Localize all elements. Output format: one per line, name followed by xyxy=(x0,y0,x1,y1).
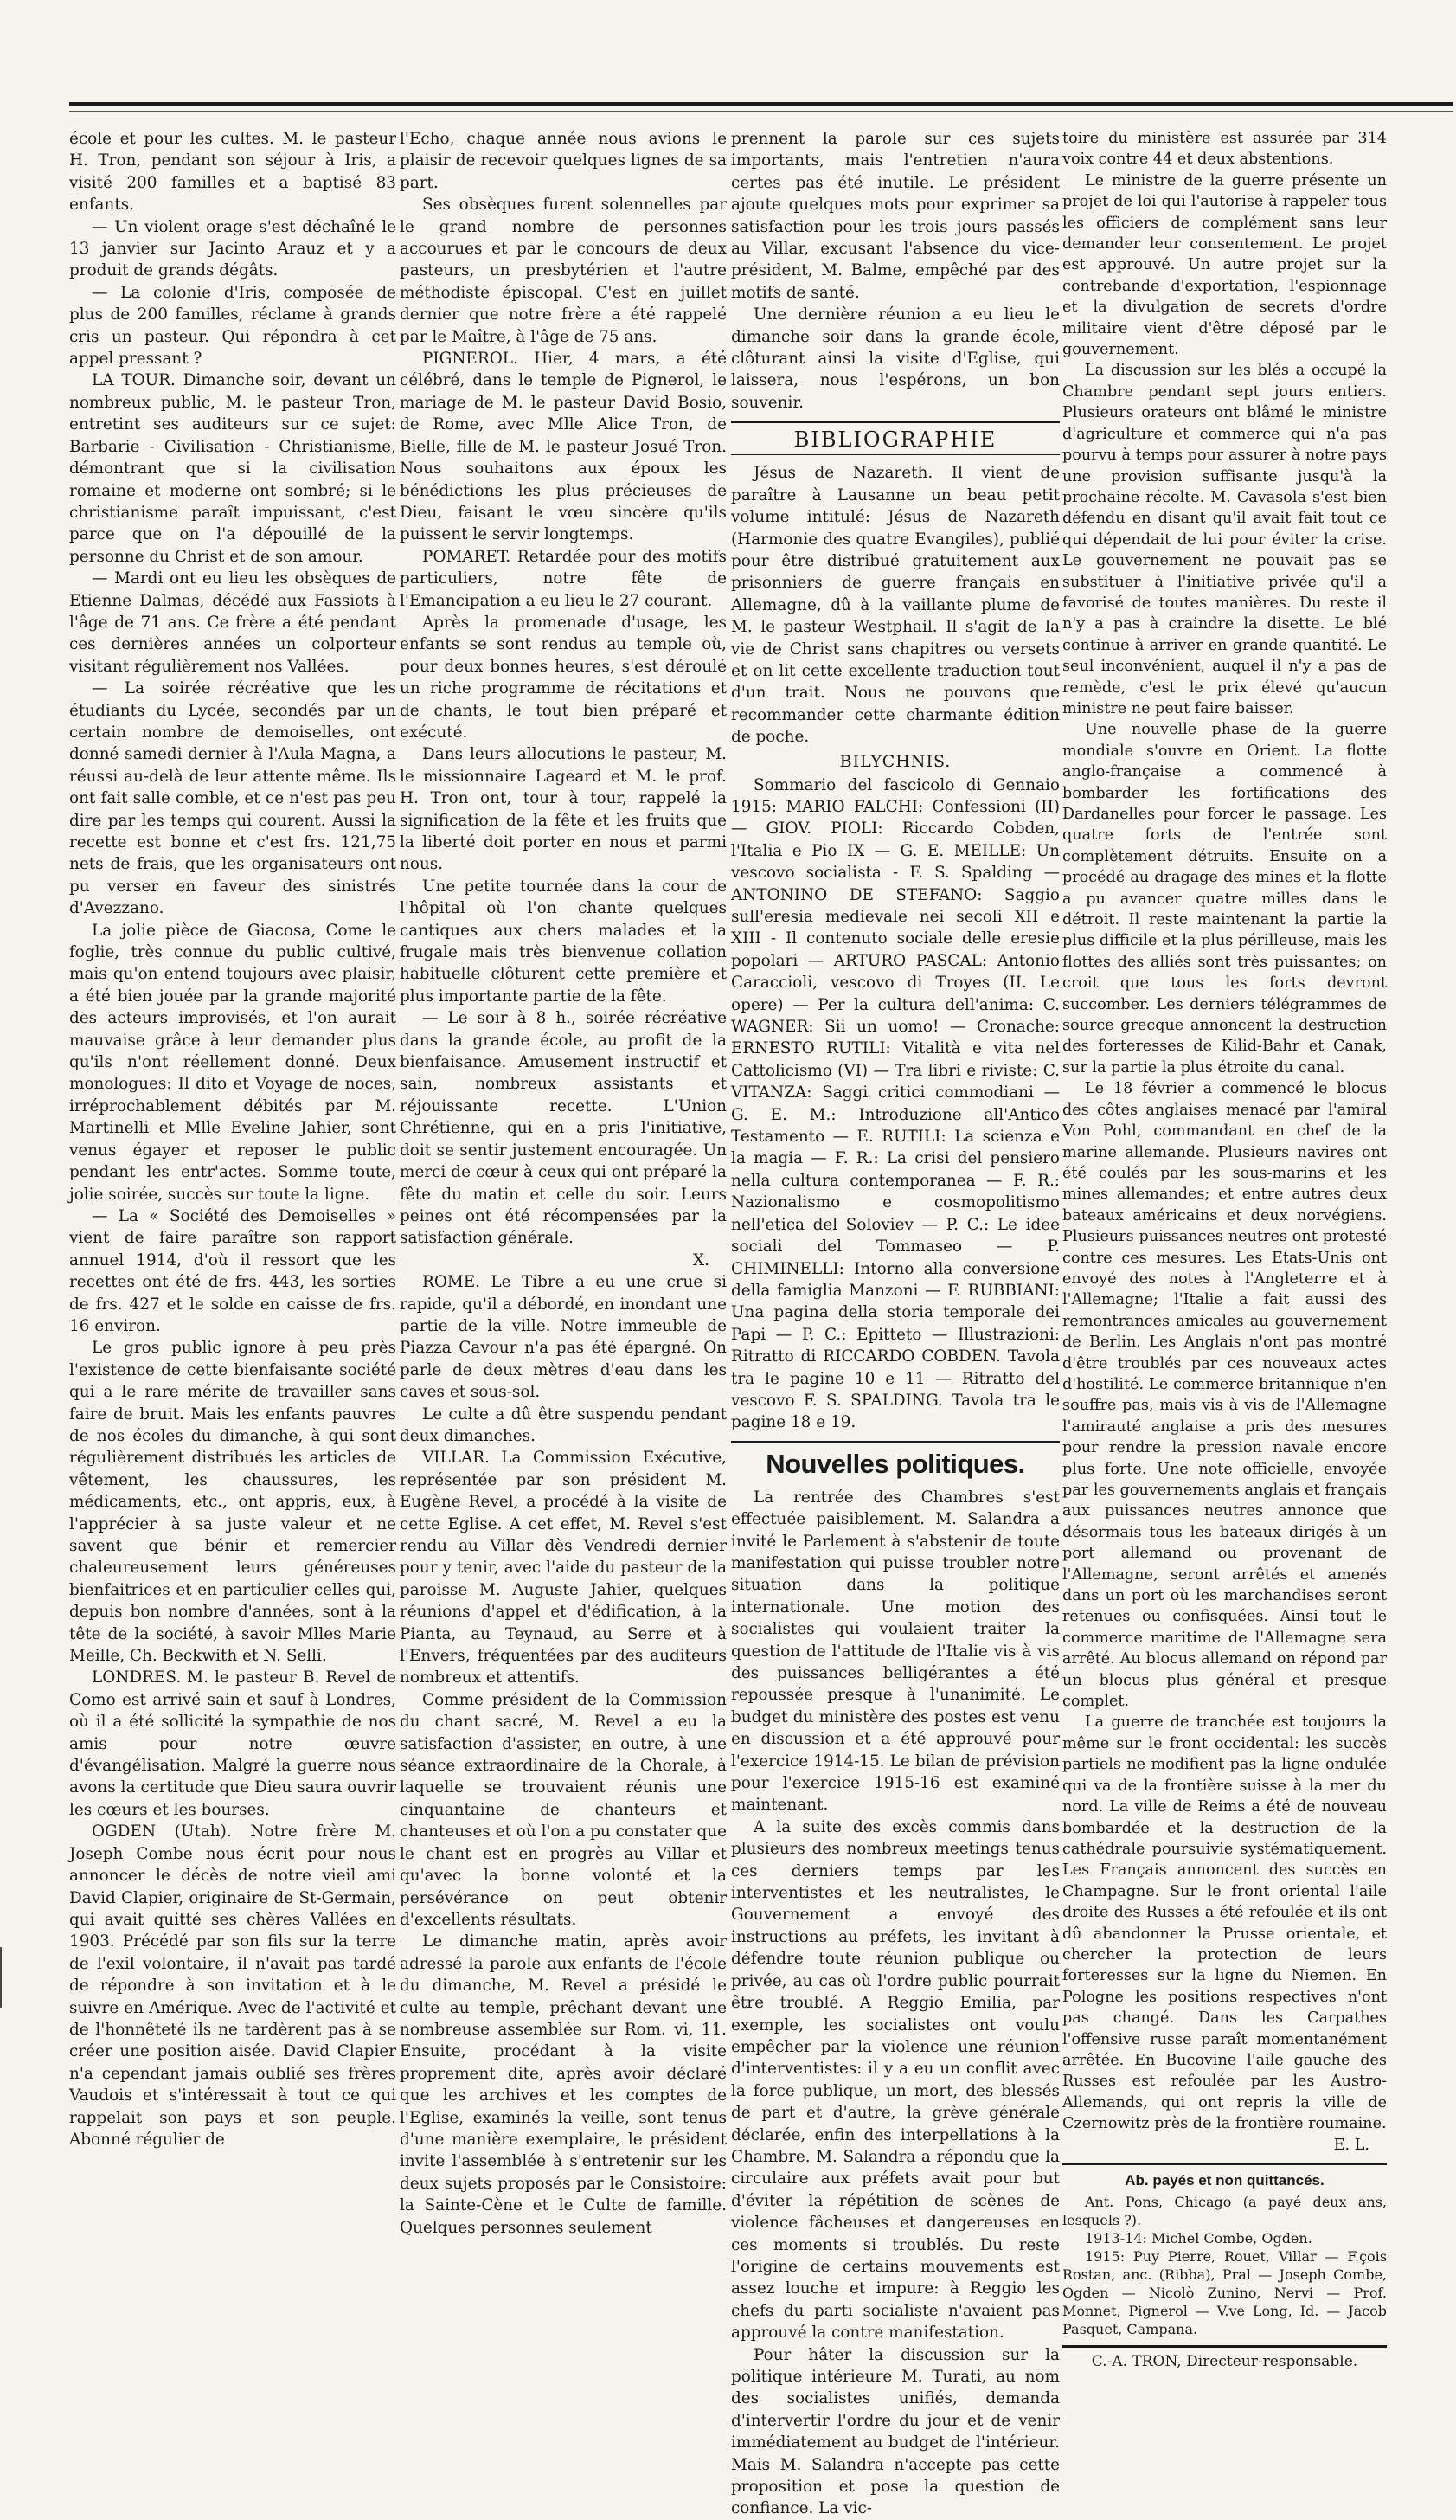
column-3 xyxy=(731,128,1060,2520)
paragraph: La guerre de tranchée est toujours la même sur le front occidental: les succès partiels ne modifient pas la ligne ondulée qui va de la frontière suisse à la mer du nord. La ville de Reims a été de nouveau bombardée et la destruction de la cathédrale poursuivie systématiquement. Les Français annoncent des succès en Champagne. Sur le front oriental l'aile droite des Russes a été refoulée et ils ont dû abandonner la Prusse orientale, et chercher la protection de leurs forteresses sur la ligne du Niemen. En Pologne les positions respectives n'ont pas changé. Dans les Carpathes l'offensive russe paraît momentanément arrêtée. En Bucovine l'aile gauche des Russes est refoulée par les Austro-Allemands, qui ont repris la ville de Czernowitz près de la frontière roumaine. xyxy=(1062,1713,1387,2133)
paragraph: Le dimanche matin, après avoir adressé la parole aux enfants de l'école du dimanche, M. Revel a présidé le culte au temple, prêchant devant une nombreuse assemblée sur Rom. vi, 11. Ensuite, procédant à la visite proprement dite, après avoir déclaré que les archives et les comptes de l'Eglise, examinés la veille, sont tenus d'une manière exemplaire, le président invite l'assemblée à s'entretenir sur les deux sujets proposés par le Consistoire: la Sainte-Cène et le Culte de famille. Quelques personnes seulement xyxy=(400,1932,727,2237)
paragraph: OGDEN (Utah). Notre frère M. Joseph Combe nous écrit pour nous annoncer le décès de notre vieil ami David Clapier, originaire de St-Germain, qui avait quitté ses chères Vallées en 1903. Précédé par son fils sur la terre de l'exil volontaire, il n'avait pas tardé de répondre à son invitation et à le suivre en Amérique. Avec de l'activité et de l'honnêteté ils ne tardèrent pas à se créer une position aisée. David Clapier n'a cependant jamais oublié ses frères Vaudois et s'intéressait à tout ce qui rappelait son pays et son peuple. Abonné régulier de xyxy=(69,1822,396,2149)
paragraph: Une dernière réunion a eu lieu le dimanche soir dans la grande école, clôturant ainsi la visite d'Eglise, qui laissera, nous l'espérons, un bon souvenir. xyxy=(731,305,1060,412)
paragraph: — La colonie d'Iris, composée de plus de 200 familles, réclame à grands cris un pasteur. Qui répondra à cet appel pressant ? xyxy=(69,283,396,369)
paragraph: — La « Société des Demoiselles » vient de faire paraître son rapport annuel 1914, d'où il ressort que les recettes ont été de frs. 443, les sorties de frs. 427 et le solde en caisse de frs. 16 environ. xyxy=(69,1206,396,1335)
section-rule xyxy=(731,1441,1060,1443)
paragraph: POMARET. Retardée pour des motifs particuliers, notre fête de l'Emancipation a eu lieu le 27 courant. xyxy=(400,547,727,610)
list-item: Ant. Pons, Chicago (a payé deux ans, lesquels ?). xyxy=(1062,2194,1387,2229)
paragraph: Dans leurs allocutions le pasteur, M. le missionnaire Lageard et M. le prof. H. Tron ont, tour à tour, rappelé la signification de la fête et les fruits que la liberté doit porter en nous et parmi nous. xyxy=(400,745,727,874)
paragraph: — Un violent orage s'est déchaîné le 13 janvier sur Jacinto Arauz et y a produit de grands dégâts. xyxy=(69,217,396,280)
abonnements-heading: Ab. payés et non quittancés. xyxy=(1125,2172,1325,2189)
director-line: C.-A. TRON, Directeur-responsable. xyxy=(1091,2353,1358,2371)
section-rule xyxy=(731,421,1060,423)
abonnements-list xyxy=(1062,2193,1387,2338)
column-4 xyxy=(1062,128,1387,2373)
bibliographie-heading: BIBLIOGRAPHIE xyxy=(793,428,997,453)
paragraph: VILLAR. La Commission Exécutive, représentée par son président M. Eugène Revel, a procédé à la visite de cette Eglise. A cet effet, M. Revel s'est rendu au Villar dès Vendredi dernier pour y tenir, avec l'aide du pasteur de la paroisse M. Auguste Jahier, quelques réunions d'appel et d'édification, à la Pianta, au Teynaud, au Serre et à l'Envers, fréquentées par des auditeurs nombreux et attentifs. xyxy=(400,1449,727,1688)
paragraph: LONDRES. M. le pasteur B. Revel de Como est arrivé sain et sauf à Londres, où il a été sollicité la sympathie de nos amis pour notre œuvre d'évangélisation. Malgré la guerre nous avons la certitude que Dieu saura ouvrir les cœurs et les bourses. xyxy=(69,1668,396,1819)
paragraph: Sommario del fascicolo di Gennaio 1915: MARIO FALCHI: Confessioni (II) — GIOV. PIOLI: Riccardo Cobden, l'Italia e Pio IX — G. E. MEILLE: Un vescovo socialista - F. S. Spalding — ANTONINO DE STEFANO: Saggio sull'eresia medievale nei secoli XII e XIII - Il contenuto sociale delle eresie popolari — ARTURO PASCAL: Antonio Caraccioli, vescovo di Troyes (II. Le opere) — Per la cultura dell'anima: C. WAGNER: Sii un uomo! — Cronache: ERNESTO RUTILI: Vitalità e vita nel Cattolicismo (VI) — Tra libri e riviste: C. VITANZA: Saggi critici commodiani — G. E. M.: Introduzione all'Antico Testamento — E. RUTILI: La scienza e la magia — F. R.: La crisi del pensiero nella cultura contemporanea — F. R.: Nazionalismo e cosmopolitismo nell'etica del Soloviev — P. C.: Le idee sociali del Tommaseo — P. CHIMINELLI: Intorno alla conversione della famiglia Manzoni — F. RUBBIANI: Una pagina della storia temporale dei Papi — P. C.: Epitteto — Illustrazioni: Ritratto di RICCARDO COBDEN. Tavola tra le pagine 10 e 11 — Ritratto del vescovo F. S. SPALDING. Tavola tra le pagine 18 e 19. xyxy=(731,775,1060,1432)
paragraph: prennent la parole sur ces sujets importants, mais l'entretien n'aura certes pas été inutile. Le président ajoute quelques mots pour exprimer sa satisfaction pour les trois jours passés au Villar, excusant l'absence du vice-président, M. Balme, empêché par des motifs de santé. xyxy=(731,130,1060,302)
paragraph: LA TOUR. Dimanche soir, devant un nombreux public, M. le pasteur Tron, entretint ses auditeurs sur ce sujet: Barbarie - Civilisation - Christianisme, démontrant que si la civilisation romaine et moderne ont sombré; si le christianisme paraît impuissant, c'est parce que on l'a dépouillé de la personne du Christ et de son amour. xyxy=(69,371,396,566)
paragraph: ROME. Le Tibre a eu une crue si rapide, qu'il a débordé, en inondant une partie de la ville. Notre immeuble de Piazza Cavour n'a pas été épargné. On parle de deux mètres d'eau dans les caves et sous-sol. xyxy=(400,1273,727,1402)
paragraph: — La soirée récréative que les étudiants du Lycée, secondés par un certain nombre de demoiselles, ont donné samedi dernier à l'Aula Magna, a réussi au-delà de leur attente même. Ils ont fait salle comble, et ce n'est pas peu dire par les temps qui courent. Aussi la recette est bonne et c'est frs. 121,75 nets de frais, que les organisateurs ont pu verser en faveur des sinistrés d'Avezzano. xyxy=(69,679,396,918)
list-item: 1913-14: Michel Combe, Ogden. xyxy=(1085,2230,1312,2247)
section-rule xyxy=(1062,2345,1387,2348)
paragraph: Après la promenade d'usage, les enfants se sont rendus au temple où, pour deux bonnes heures, s'est déroulé un riche programme de récitations et de chants, le tout bien préparé et exécuté. xyxy=(400,613,727,742)
bilychnis-heading: BILYCHNIS. xyxy=(839,751,952,771)
top-rule xyxy=(69,102,1453,106)
paragraph: Ses obsèques furent solennelles par le grand nombre de personnes accourues et par le concours de deux pasteurs, un presbytérien et l'autre méthodiste épiscopal. C'est en juillet dernier que notre frère a été rappelé par le Maître, à l'âge de 75 ans. xyxy=(400,196,727,346)
paragraph: A la suite des excès commis dans plusieurs des nombreux meetings tenus ces derniers temps par les interventistes et les neutralistes, le Gouvernement a envoyé des instructions au préfets, les invitant à défendre toute réunion publique ou privée, au cas où l'ordre public pourrait être troublé. A Reggio Emilia, par exemple, les socialistes ont voulu empêcher par la violence une réunion d'interventistes: il y a eu un conflit avec la force publique, un mort, des blessés de part et d'autre, la grève générale déclarée, enfin des interpellations à la Chambre. M. Salandra a répondu que la circulaire aux préfets avait pour but d'éviter la répétition de scènes de violence fâcheuses et dangereuses en ces moments si troublés. Du reste l'origine de certains mouvements est assez louche et impure: à Reggio les chefs du parti socialiste n'avaient pas approuvé la contre manifestation. xyxy=(731,1817,1060,2343)
paragraph: PIGNEROL. Hier, 4 mars, a été célébré, dans le temple de Pignerol, le mariage de M. le pasteur David Bosio, de Rome, avec Mlle Alice Tron, de Bielle, fille de M. le pasteur Josué Tron. Nous souhaitons aux époux les bénédictions les plus précieuses de Dieu, faisant le vœu sincère qu'ils puissent le servir longtemps. xyxy=(400,350,727,544)
paragraph: école et pour les cultes. M. le pasteur H. Tron, pendant son séjour à Iris, a visité 200 familles et a baptisé 83 enfants. xyxy=(69,130,396,215)
paragraph: Le culte a dû être suspendu pendant deux dimanches. xyxy=(400,1405,727,1445)
paragraph: — Le soir à 8 h., soirée récréative dans la grande école, au profit de la bienfaisance. Amusement instructif et sain, nombreux assistants et réjouissante recette. L'Union Chrétienne, qui en a pris l'initiative, doit se sentir justement encouragée. Un merci de cœur à ceux qui ont préparé la fête du matin et celle du soir. Leurs peines ont été récompensées par la satisfaction générale. xyxy=(400,1009,727,1248)
signature-x: X. xyxy=(693,1250,709,1270)
paragraph: La rentrée des Chambres s'est effectuée paisiblement. M. Salandra a invité le Parlement à s'abstenir de toute manifestation qui puisse troubler notre situation dans la politique internationale. Une motion des socialistes qui voulaient traiter la question de l'attitude de l'Italie vis à vis des puissances belligérantes a été repoussée presque à l'unanimité. Le budget du ministère des postes est venu en discussion et a été approuvé pour l'exercice 1914-15. Le bilan de prévision pour l'exercice 1915-16 est examiné maintenant. xyxy=(731,1488,1060,1815)
paragraph: l'Echo, chaque année nous avions le plaisir de recevoir quelques lignes de sa part. xyxy=(400,130,727,192)
section-rule xyxy=(1062,2163,1387,2165)
paragraph: Le ministre de la guerre présente un projet de loi qui l'autorise à rappeler tous les officiers de complément sans leur demander leur consentement. Le projet est approuvé. Un autre projet sur la contrebande d'exportation, l'espionnage et la divulgation de secrets d'ordre militaire vient d'être déposé par le gouvernement. xyxy=(1062,171,1387,359)
nouvelles-heading: Nouvelles politiques. xyxy=(766,1448,1025,1479)
paragraph: — Mardi ont eu lieu les obsèques de Etienne Dalmas, décédé aux Fassiots à l'âge de 71 ans. Ce frère a été pendant ces dernières années un colporteur visitant régulièrement nos Vallées. xyxy=(69,569,396,676)
paragraph: La discussion sur les blés a occupé la Chambre pendant sept jours entiers. Plusieurs orateurs ont blâmé le ministre d'agriculture et commerce qui n'a pas pourvu à temps pour assurer à notre pays une provision suffisante jusqu'à la prochaine récolte. M. Cavasola s'est bien défendu en disant qu'il avait fait tout ce qui dépendait de lui pour éviter la crise. Le gouvernement ne pouvait pas se substituer à l'initiative privée qu'il a favorisé de toutes manières. Du reste il n'y a pas à craindre la disette. Le blé continue à arriver en grande quantité. Le seul inconvénient, auquel il n'y a pas de remède, c'est le prix élevé qu'aucun ministre ne peut faire baisser. xyxy=(1062,362,1387,717)
paragraph: Comme président de la Commission du chant sacré, M. Revel a eu la satisfaction d'assister, en outre, à une séance extraordinaire de la Chorale, à laquelle se trouvaient réunis une cinquantaine de chanteurs et chanteuses et où l'on a pu constater que le chant est en progrès au Villar et qu'avec la bonne volonté et la persévérance on peut obtenir d'excellents résultats. xyxy=(400,1690,727,1929)
paragraph: Le gros public ignore à peu près l'existence de cette bienfaisante société qui a le rare mérite de travailler sans faire de bruit. Mais les enfants pauvres de nos écoles du dimanche, à qui sont régulièrement distribués les articles de vêtement, les chaussures, les médicaments, etc., ont appris, eux, à l'apprécier à sa juste valeur et ne savent que bénir et remercier chaleureusement leurs généreuses bienfaitrices et en particulier celles qui, depuis bon nombre d'années, sont à la tête de la société, à savoir Mlles Marie Meille, Ch. Beckwith et N. Selli. xyxy=(69,1339,396,1666)
signature-el: E. L. xyxy=(1333,2136,1369,2154)
page-edge-mark xyxy=(0,1947,12,2008)
section-rule-thin xyxy=(731,454,1060,455)
paragraph: Pour hâter la discussion sur la politique intérieure M. Turati, au nom des socialistes unifiés, demanda d'intervertir l'ordre du jour et de venir immédiatement au budget de l'intérieur. Mais M. Salandra n'accepte pas cette proposition et pose la question de confiance. La vic- xyxy=(731,2345,1060,2518)
paragraph: La jolie pièce de Giacosa, Come le foglie, très connue du public cultivé, mais qu'on entend toujours avec plaisir, a été bien jouée par la grande majorité des acteurs improvisés, et l'on aurait mauvaise grâce à leur demander plus qu'ils n'ont réellement donné. Deux monologues: Il dito et Voyage de noces, irréprochablement débités par M. Martinelli et Mlle Eveline Jahier, sont venus égayer et reposer le public pendant les entr'actes. Somme toute, jolie soirée, succès sur toute la ligne. xyxy=(69,921,396,1204)
paragraph: Le 18 février a commencé le blocus des côtes anglaises menacé par l'amiral Von Pohl, commandant en chef de la marine allemande. Plusieurs navires ont été coulés par les sous-marins et les mines allemandes; et entre autres deux bateaux américains et deux norvégiens. Plusieurs puissances neutres ont protesté contre ces mesures. Les Etats-Unis ont envoyé des notes à l'Angleterre et à l'Allemagne; l'Italie a fait aussi des remontrances amicales au gouvernement de Berlin. Les Anglais n'ont pas montré d'être troublés par ces nouveaux actes d'hostilité. Le commerce britannique n'en souffre pas, mais vis à vis de l'Allemagne l'amirauté anglaise a pris des mesures pour rendre la pression navale encore plus forte. Une note officielle, envoyée par les gouvernements anglais et français aux puissances neutres annonce que désormais tous les bateaux dirigés à un port allemand ou provenant de l'Allemagne, seront arrêtés et amenés dans un port où les marchandises seront retenues ou confisquées. Ainsi tout le commerce maritime de l'Allemagne sera arrêté. Au blocus allemand on répond par un blocus plus général et presque complet. xyxy=(1062,1080,1387,1711)
paragraph: Jésus de Nazareth. Il vient de paraître à Lausanne un beau petit volume intitulé: Jésus de Nazareth (Harmonie des quatre Evangiles), publié pour être distribué gratuitement aux prisonniers de guerre français en Allemagne, dû à la vaillante plume de M. le pasteur Westphail. Il s'agit de la vie de Christ sans chapitres ou versets et on lit cette excellente traduction tout d'un trait. Nous ne pouvons que recommander cette charmante édition de poche. xyxy=(731,464,1060,747)
paragraph: Une petite tournée dans la cour de l'hôpital où l'on chante quelques cantiques aux chers malades et la frugale mais très bienvenue collation habituelle clôturent cette première et plus importante partie de la fête. xyxy=(400,877,727,1006)
top-rule-thin xyxy=(69,111,1453,112)
column-2 xyxy=(400,128,727,2239)
list-item: 1915: Puy Pierre, Rouet, Villar — F.çois Rostan, anc. (Ribba), Pral — Joseph Combe, Ogden — Nicolò Zunino, Nervi — Prof. Monnet, Pignerol — V.ve Long, Id. — Jacob Pasquet, Campana. xyxy=(1062,2248,1387,2338)
column-1 xyxy=(69,128,396,2150)
paragraph: toire du ministère est assurée par 314 voix contre 44 et deux abstentions. xyxy=(1062,130,1387,169)
paragraph: Une nouvelle phase de la guerre mondiale s'ouvre en Orient. La flotte anglo-française a commencé à bombarder les fortifications des Dardanelles pour forcer le passage. Les quatre forts de l'entrée sont complètement détruits. Ensuite on a procédé au dragage des mines et la flotte a pu avancer quatre milles dans le détroit. Il reste maintenant la partie la plus difficile et la plus périlleuse, mais les flottes des alliés sont très puissantes; on croit que tous les forts devront succomber. Les derniers télégrammes de source grecque annoncent la destruction des forteresses de Kilid-Bahr et Canak, sur la partie la plus étroite du canal. xyxy=(1062,721,1387,1077)
